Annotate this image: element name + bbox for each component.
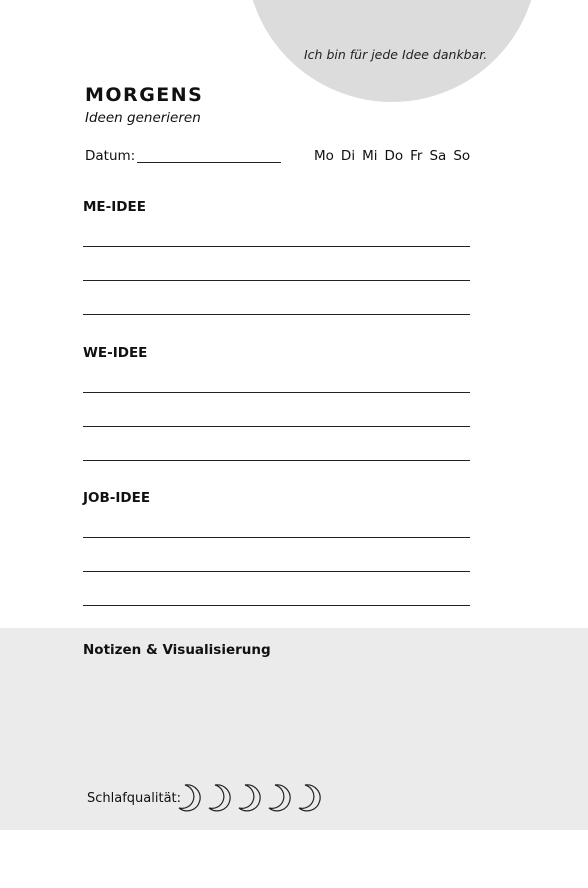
crescent-moon-icon[interactable] [296,782,326,812]
page-title: MORGENS [85,84,204,106]
me-idee-line-3[interactable] [83,314,470,315]
crescent-moon-icon[interactable] [266,782,296,812]
day-sa[interactable]: Sa [429,148,447,164]
crescent-moon-icon[interactable] [236,782,266,812]
weekday-selector [314,148,477,164]
job-idee-title: JOB-IDEE [83,490,151,506]
day-mi[interactable]: Mi [362,148,378,164]
sleep-quality-rating [176,782,326,812]
job-idee-line-2[interactable] [83,571,470,572]
day-do[interactable]: Do [384,148,404,164]
date-label: Datum: [85,148,136,164]
me-idee-line-2[interactable] [83,280,470,281]
we-idee-line-1[interactable] [83,392,470,393]
me-idee-title: ME-IDEE [83,199,146,215]
notes-title: Notizen & Visualisierung [83,642,271,658]
we-idee-title: WE-IDEE [83,345,148,361]
day-mo[interactable]: Mo [314,148,334,164]
me-idee-line-1[interactable] [83,246,470,247]
day-so[interactable]: So [453,148,471,164]
date-field[interactable] [137,162,281,163]
quote-text: Ich bin für jede Idee dankbar. [304,47,488,62]
we-idee-line-2[interactable] [83,426,470,427]
day-di[interactable]: Di [340,148,356,164]
job-idee-line-3[interactable] [83,605,470,606]
sleep-quality-label: Schlafqualität: [87,791,182,806]
page-subtitle: Ideen generieren [85,110,201,126]
we-idee-line-3[interactable] [83,460,470,461]
job-idee-line-1[interactable] [83,537,470,538]
crescent-moon-icon[interactable] [206,782,236,812]
day-fr[interactable]: Fr [410,148,423,164]
crescent-moon-icon[interactable] [176,782,206,812]
